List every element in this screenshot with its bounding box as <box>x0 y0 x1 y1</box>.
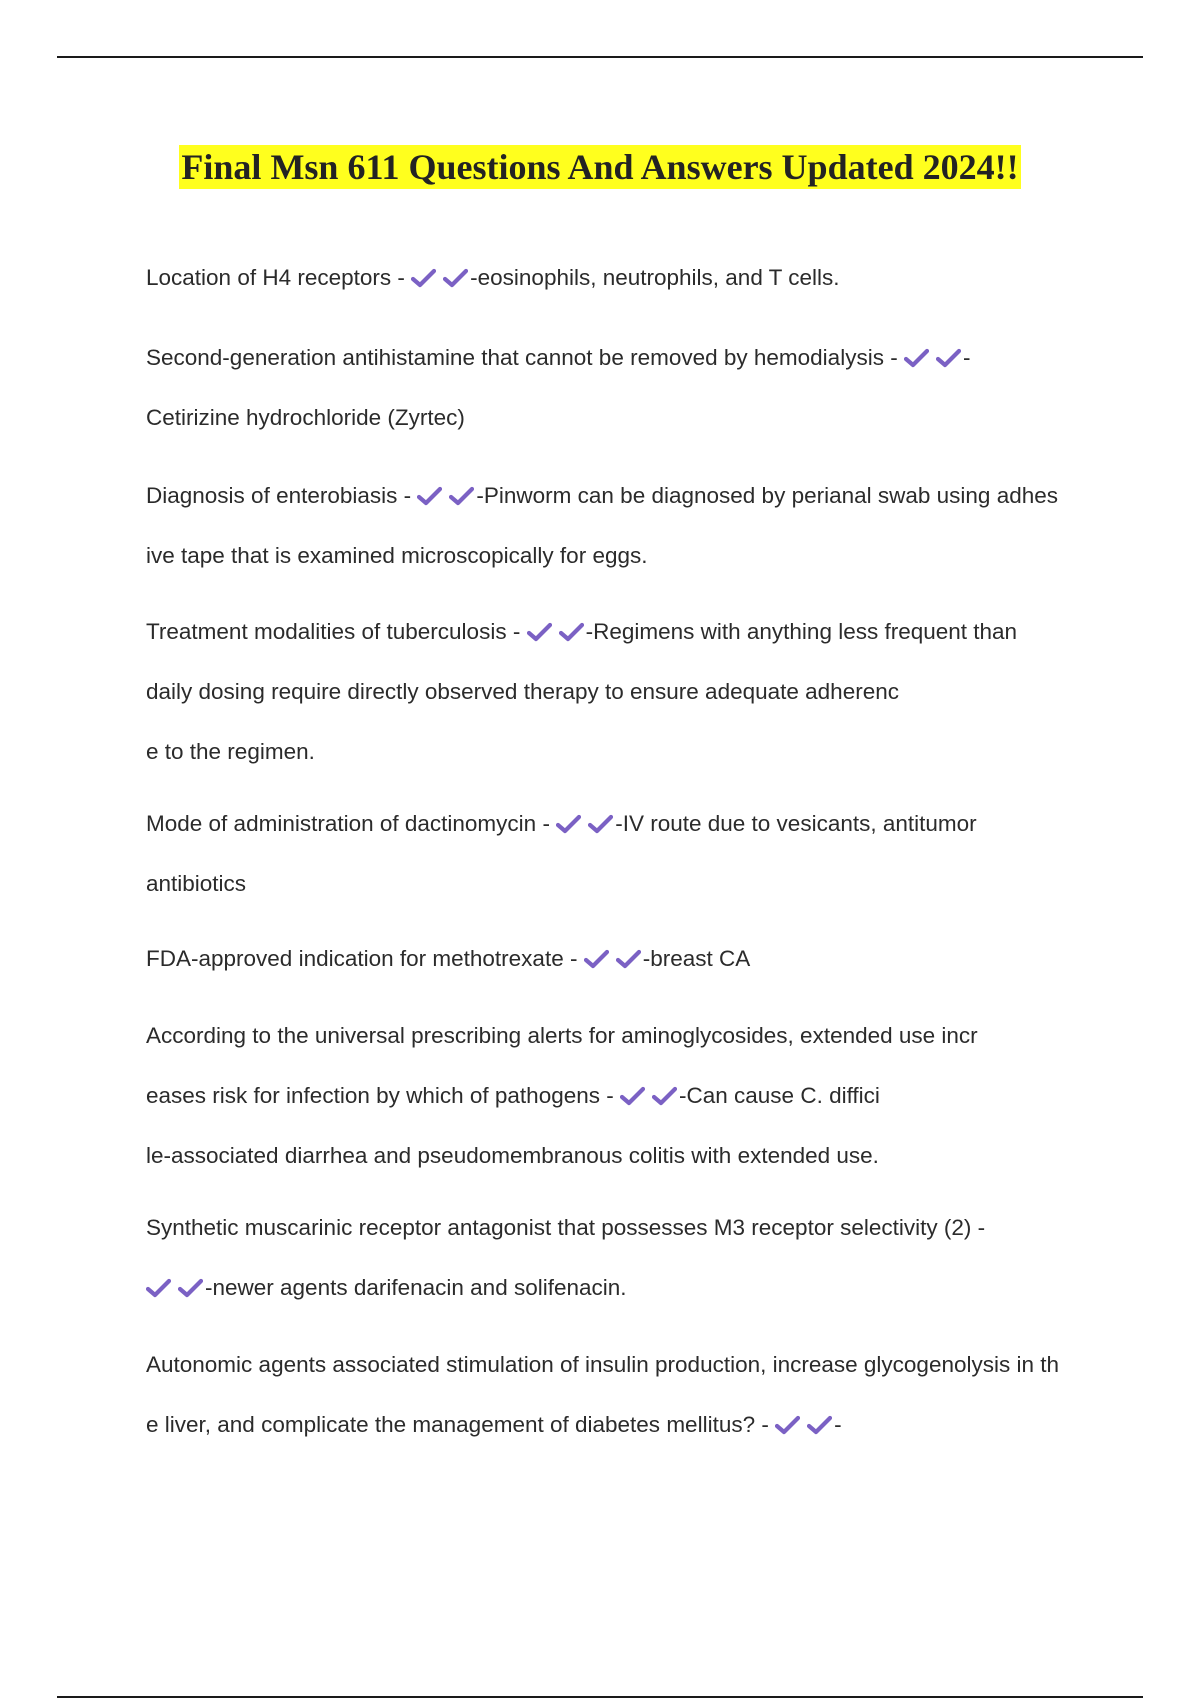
qa-line <box>146 1198 1106 1258</box>
answer-text: le-associated diarrhea and pseudomembranous colitis with extended use. <box>146 1143 879 1168</box>
qa-item <box>146 328 1106 448</box>
footer-rule <box>57 1696 1143 1698</box>
qa-line <box>146 388 1106 448</box>
check-icon <box>556 814 581 834</box>
question-text: According to the universal prescribing alerts for aminoglycosides, extended use incr <box>146 1023 978 1048</box>
separator: - <box>883 345 904 370</box>
answer-text: eosinophils, neutrophils, and T cells. <box>477 265 840 290</box>
qa-line <box>146 328 1106 388</box>
separator: - <box>391 265 412 290</box>
separator: - <box>600 1083 620 1108</box>
separator: - <box>397 483 418 508</box>
question-text: Synthetic muscarinic receptor antagonist that possesses M3 receptor selectivity (2) <box>146 1215 972 1240</box>
qa-line <box>146 722 1106 782</box>
qa-line <box>146 466 1106 526</box>
qa-line <box>146 929 1106 989</box>
answer-prefix: - <box>615 811 623 836</box>
check-icon <box>807 1415 832 1435</box>
qa-line <box>146 794 1106 854</box>
check-icon <box>620 1086 645 1106</box>
answer-prefix: - <box>642 946 651 971</box>
answer-text: IV route due to vesicants, antitumor <box>622 811 977 836</box>
check-icon <box>936 348 961 368</box>
separator: - <box>506 619 527 644</box>
check-icon <box>904 348 929 368</box>
check-icon <box>443 268 468 288</box>
document-title: Final Msn 611 Questions And Answers Updated 2024!! <box>181 147 1019 187</box>
answer-prefix: - <box>470 265 478 290</box>
answer-prefix: - <box>476 483 484 508</box>
separator: - <box>563 946 584 971</box>
question-text: Treatment modalities of tuberculosis <box>146 619 507 644</box>
answer-text: Pinworm can be diagnosed by perianal swab using adhes <box>483 483 1059 508</box>
qa-line <box>146 248 1106 308</box>
answer-text: daily dosing require directly observed therapy to ensure adequate adherenc <box>146 679 899 704</box>
check-icon <box>411 268 436 288</box>
qa-line <box>146 526 1106 586</box>
separator: - <box>971 1215 986 1240</box>
check-icon <box>652 1086 677 1106</box>
check-icon <box>559 622 584 642</box>
question-text: Mode of administration of dactinomycin <box>146 811 537 836</box>
answer-text: ive tape that is examined microscopically for eggs. <box>146 543 648 568</box>
answer-text: e to the regimen. <box>146 739 315 764</box>
answer-prefix: - <box>585 619 594 644</box>
answer-text: Cetirizine hydrochloride (Zyrtec) <box>146 405 465 430</box>
qa-line <box>146 1258 1106 1318</box>
question-text: Diagnosis of enterobiasis <box>146 483 398 508</box>
answer-text: Regimens with anything less frequent than <box>593 619 1018 644</box>
qa-item <box>146 1006 1106 1186</box>
answer-prefix: - <box>962 345 971 370</box>
qa-item <box>146 1335 1106 1455</box>
check-icon <box>449 486 474 506</box>
check-icon <box>588 814 613 834</box>
check-icon <box>775 1415 800 1435</box>
separator: - <box>536 811 557 836</box>
qa-item <box>146 794 1106 914</box>
qa-item <box>146 929 1106 989</box>
answer-prefix: - <box>834 1412 842 1437</box>
answer-text: Can cause C. diffici <box>686 1083 880 1108</box>
question-text: Location of H4 receptors <box>146 265 392 290</box>
answer-prefix: - <box>205 1275 213 1300</box>
check-icon <box>417 486 442 506</box>
question-text: Second-generation antihistamine that cannot be removed by hemodialysis <box>146 345 884 370</box>
separator: - <box>755 1412 776 1437</box>
qa-item <box>146 248 1106 308</box>
qa-line <box>146 1395 1106 1455</box>
question-text: e liver, and complicate the management of diabetes mellitus? <box>146 1412 756 1437</box>
qa-item <box>146 602 1106 782</box>
qa-line <box>146 854 1106 914</box>
check-icon <box>146 1278 171 1298</box>
qa-line <box>146 1006 1106 1066</box>
qa-line <box>146 1335 1106 1395</box>
answer-text: antibiotics <box>146 871 247 896</box>
check-icon <box>616 949 641 969</box>
answer-prefix: - <box>679 1083 687 1108</box>
question-text: eases risk for infection by which of pathogens <box>146 1083 600 1108</box>
qa-line <box>146 602 1106 662</box>
qa-line <box>146 1126 1106 1186</box>
question-text: FDA-approved indication for methotrexate <box>146 946 564 971</box>
qa-item <box>146 1198 1106 1318</box>
check-icon <box>584 949 609 969</box>
answer-text: newer agents darifenacin and solifenacin. <box>212 1275 627 1300</box>
qa-line <box>146 1066 1106 1126</box>
check-icon <box>527 622 552 642</box>
question-text: Autonomic agents associated stimulation of insulin production, increase glycogenolysis in th <box>146 1352 1060 1377</box>
answer-text: breast CA <box>650 946 751 971</box>
qa-line <box>146 662 1106 722</box>
header-rule <box>57 56 1143 58</box>
qa-item <box>146 466 1106 586</box>
check-icon <box>178 1278 203 1298</box>
title-container <box>0 145 1200 189</box>
